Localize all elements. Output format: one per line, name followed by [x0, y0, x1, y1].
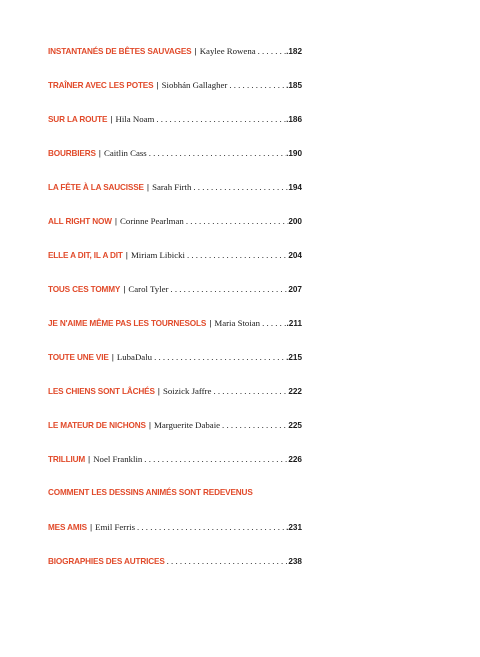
dot-leader: [142, 452, 288, 466]
toc-entry: [48, 384, 302, 398]
entry-title: LE MATEUR DE NICHONS: [48, 421, 146, 430]
dot-leader: [211, 384, 288, 398]
entry-separator: |: [114, 216, 118, 226]
dot-leader: [185, 248, 288, 262]
entry-separator: |: [157, 386, 160, 396]
entry-page-number: 200: [288, 217, 302, 226]
entry-author: Corinne Pearlman: [120, 216, 184, 226]
entry-title: TRILLIUM: [48, 455, 85, 464]
toc-entry: [48, 486, 302, 500]
entry-title: JE N'AIME MÊME PAS LES TOURNESOLS: [48, 319, 207, 328]
entry-page-number: 207: [288, 285, 302, 294]
dot-leader: [154, 112, 286, 126]
entry-author: Marguerite Dabaie: [154, 420, 221, 430]
entry-author: Siobhán Gallagher: [161, 80, 228, 90]
entry-page-number: 204: [288, 251, 302, 260]
dot-leader: [147, 146, 286, 160]
entry-author: LubaDalu: [116, 352, 153, 362]
toc-entry: [48, 282, 302, 296]
entry-page-number: 226: [288, 455, 302, 464]
entry-page-number: 238: [288, 557, 302, 566]
toc-entry: [48, 180, 302, 194]
toc-entry: [48, 146, 302, 160]
dot-leader: [165, 554, 289, 568]
toc-entry: [48, 554, 302, 568]
entry-author: Noel Franklin: [93, 454, 143, 464]
entry-separator: |: [88, 454, 91, 464]
toc-entry: [48, 350, 302, 364]
entry-separator: |: [98, 148, 101, 158]
entry-author: Caitlin Cass: [103, 148, 147, 158]
entry-title: ALL RIGHT NOW: [48, 217, 112, 226]
entry-separator: |: [146, 182, 150, 192]
dot-leader: [220, 418, 288, 432]
entry-title: BIOGRAPHIES DES AUTRICES: [48, 557, 165, 566]
entry-page-number: 225: [288, 421, 302, 430]
toc-entry: [48, 520, 302, 534]
entry-separator: |: [194, 46, 197, 56]
entry-separator: |: [89, 522, 93, 532]
entry-separator: |: [209, 318, 212, 328]
entry-title: LA FÊTE À LA SAUCISSE: [48, 183, 144, 192]
entry-separator: |: [156, 80, 159, 90]
toc-entry: [48, 452, 302, 466]
entry-author: Kaylee Rowena: [199, 46, 256, 56]
entry-page-number: 194: [288, 183, 302, 192]
toc-entry: [48, 248, 302, 262]
entry-title: TRAÎNER AVEC LES POTES: [48, 81, 154, 90]
entry-title: MES AMIS: [48, 523, 87, 532]
entry-title: INSTANTANÉS DE BÊTES SAUVAGES: [48, 47, 192, 56]
entry-author: Soizick Jaffre: [162, 386, 212, 396]
toc-entry: [48, 214, 302, 228]
dot-leader: [191, 180, 288, 194]
entry-title: COMMENT LES DESSINS ANIMÉS SONT REDEVENUS: [48, 488, 253, 497]
toc-entry: [48, 78, 302, 92]
entry-separator: |: [110, 114, 113, 124]
entry-title: BOURBIERS: [48, 149, 96, 158]
entry-author: Sarah Firth: [152, 182, 192, 192]
entry-title: SUR LA ROUTE: [48, 115, 108, 124]
entry-author: Carol Tyler: [128, 284, 169, 294]
entry-page-number: .215: [286, 353, 302, 362]
dot-leader: [135, 520, 286, 534]
entry-author: Hila Noam: [115, 114, 155, 124]
entry-page-number: 222: [288, 387, 302, 396]
entry-separator: |: [123, 284, 126, 294]
dot-leader: [227, 78, 286, 92]
dot-leader: [152, 350, 286, 364]
entry-separator: |: [125, 250, 128, 260]
dot-leader: [260, 316, 286, 330]
entry-title: ELLE A DIT, IL A DIT: [48, 251, 123, 260]
entry-author: Emil Ferris: [95, 522, 135, 532]
entry-page-number: .231: [286, 523, 302, 532]
entry-page-number: .190: [286, 149, 302, 158]
entry-page-number: .186: [286, 115, 302, 124]
entry-title: TOUS CES TOMMY: [48, 285, 121, 294]
entry-author: Maria Stoian: [214, 318, 261, 328]
entry-page-number: .182: [286, 47, 302, 56]
entry-page-number: .185: [286, 81, 302, 90]
dot-leader: [256, 44, 286, 58]
entry-page-number: .211: [286, 319, 302, 328]
dot-leader: [168, 282, 288, 296]
entry-separator: |: [111, 352, 114, 362]
toc-entry: [48, 316, 302, 330]
entry-separator: |: [148, 420, 152, 430]
entry-title: LES CHIENS SONT LÂCHÉS: [48, 387, 155, 396]
toc-entry: [48, 418, 302, 432]
entry-title: TOUTE UNE VIE: [48, 353, 109, 362]
toc-entry: [48, 44, 302, 58]
dot-leader: [184, 214, 289, 228]
toc-entry: [48, 112, 302, 126]
entry-author: Miriam Libicki: [130, 250, 185, 260]
